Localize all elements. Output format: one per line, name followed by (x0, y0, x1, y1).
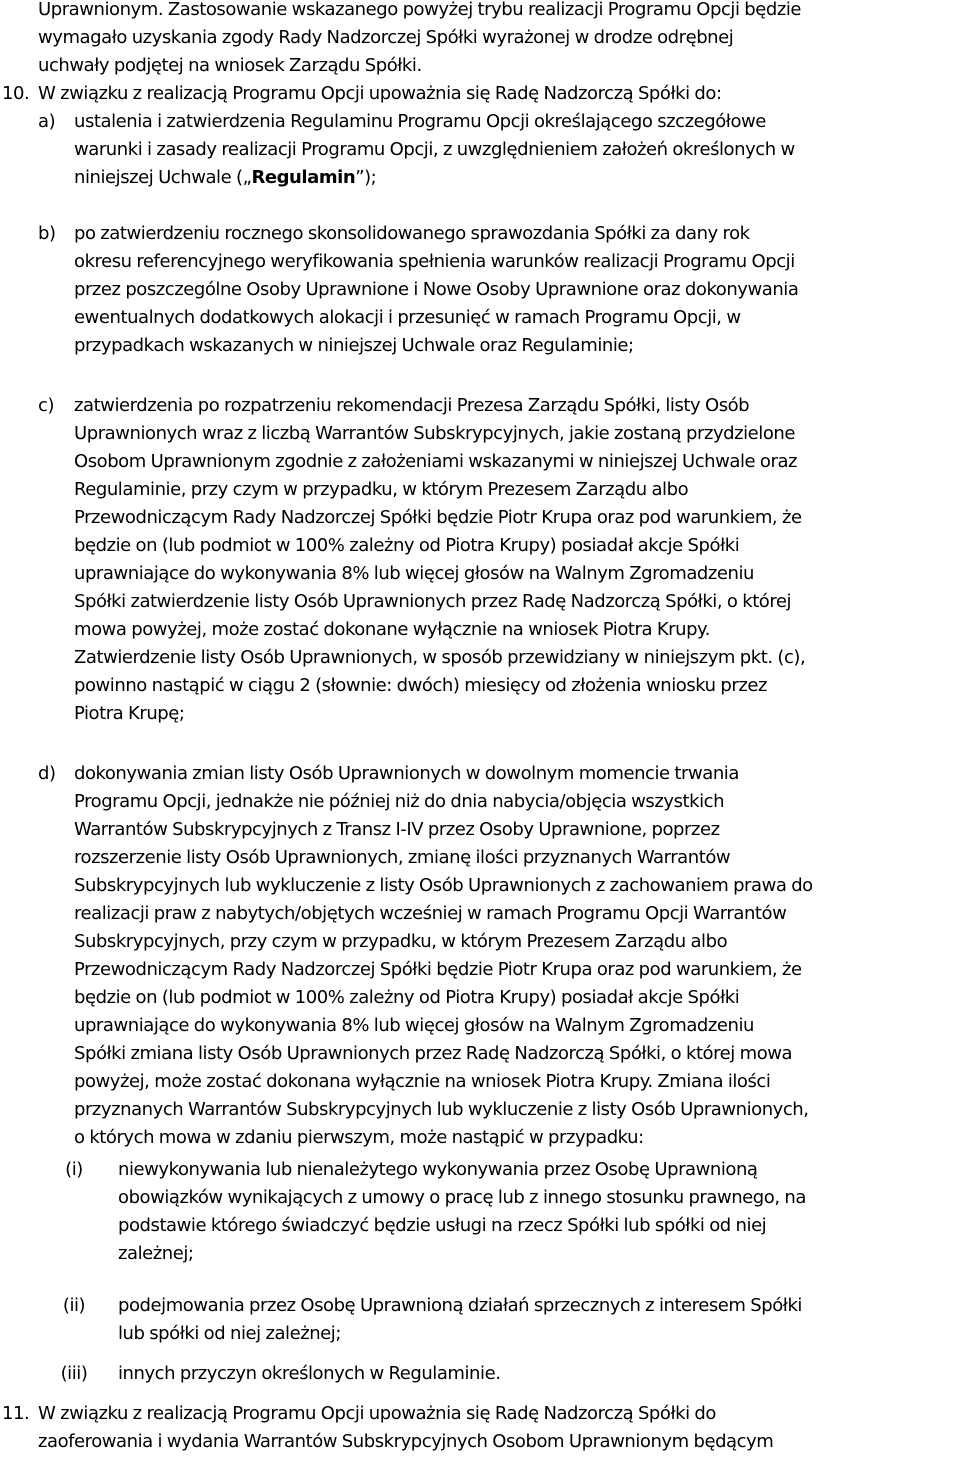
defined-term: Regulamin (251, 167, 356, 188)
list-line: dokonywania zmian listy Osób Uprawnionych w dowolnym momencie trwania (74, 763, 739, 784)
roman-marker: (ii) (62, 1295, 86, 1316)
list-line: Warrantów Subskrypcyjnych z Transz I-IV przez Osoby Uprawnione, poprzez (74, 819, 720, 840)
list-line: innych przyczyn określonych w Regulaminie. (118, 1363, 501, 1384)
text-fragment: ”); (355, 167, 377, 188)
list-line: Spółki zmiana listy Osób Uprawnionych przez Radę Nadzorczą Spółki, o której mowa (74, 1043, 793, 1064)
list-line: okresu referencyjnego weryfikowania spełnienia warunków realizacji Programu Opcji (74, 251, 795, 272)
roman-item-i-text (118, 1156, 958, 1268)
list-line: będzie on (lub podmiot w 100% zależny od Piotra Krupy) posiadał akcje Spółki (74, 535, 740, 556)
list-line: Regulaminie, przy czym w przypadku, w którym Prezesem Zarządu albo (74, 479, 689, 500)
list-line: po zatwierdzeniu rocznego skonsolidowanego sprawozdania Spółki za dany rok (74, 223, 750, 244)
list-line: podejmowania przez Osobę Uprawnioną działań sprzecznych z interesem Spółki (118, 1295, 802, 1316)
list-line: ustalenia i zatwierdzenia Regulaminu Programu Opcji określającego szczegółowe (74, 111, 766, 132)
list-marker: a) (38, 111, 56, 132)
list-line: uprawniające do wykonywania 8% lub więcej głosów na Walnym Zgromadzeniu (74, 563, 754, 584)
paragraph-line: W związku z realizacją Programu Opcji upoważnia się Radę Nadzorczą Spółki do: (38, 83, 722, 104)
list-line: realizacji praw z nabytych/objętych wcześniej w ramach Programu Opcji Warrantów (74, 903, 787, 924)
list-line: będzie on (lub podmiot w 100% zależny od Piotra Krupy) posiadał akcje Spółki (74, 987, 740, 1008)
list-line: Uprawnionych wraz z liczbą Warrantów Subskrypcyjnych, jakie zostaną przydzielone (74, 423, 796, 444)
list-item-b-text (74, 220, 956, 360)
list-line: lub spółki od niej zależnej; (118, 1323, 341, 1344)
text-fragment: niniejszej Uchwale („ (74, 167, 252, 188)
list-line: Subskrypcyjnych, przy czym w przypadku, w którym Prezesem Zarządu albo (74, 931, 728, 952)
paragraph-number: 10. (2, 83, 30, 104)
list-line: warunki i zasady realizacji Programu Opcji, z uwzględnieniem założeń określonych w (74, 139, 795, 160)
list-marker: b) (38, 223, 56, 244)
list-line: powyżej, może zostać dokonana wyłącznie na wniosek Piotra Krupy. Zmiana ilości (74, 1071, 771, 1092)
list-line: Piotra Krupę; (74, 703, 185, 724)
list-item-a-text (74, 108, 956, 192)
intro-line: wymagało uzyskania zgody Rady Nadzorczej Spółki wyrażonej w drodze odrębnej (38, 27, 734, 48)
roman-marker: (iii) (60, 1363, 88, 1384)
paragraph-number: 11. (2, 1403, 30, 1424)
intro-line: Uprawnionym. Zastosowanie wskazanego powyżej trybu realizacji Programu Opcji będzie (38, 0, 802, 20)
list-line: Subskrypcyjnych lub wykluczenie z listy Osób Uprawnionych z zachowaniem prawa do (74, 875, 813, 896)
list-line: przez poszczególne Osoby Uprawnione i Nowe Osoby Uprawnione oraz dokonywania (74, 279, 799, 300)
list-item-c-text (74, 392, 956, 728)
list-line: o których mowa w zdaniu pierwszym, może nastąpić w przypadku: (74, 1127, 644, 1148)
roman-marker: (i) (65, 1159, 83, 1180)
list-item-d-text (74, 760, 956, 1152)
list-line: Programu Opcji, jednakże nie później niż do dnia nabycia/objęcia wszystkich (74, 791, 725, 812)
list-line (74, 164, 956, 192)
list-line: uprawniające do wykonywania 8% lub więcej głosów na Walnym Zgromadzeniu (74, 1015, 754, 1036)
list-line: Zatwierdzenie listy Osób Uprawnionych, w sposób przewidziany w niniejszym pkt. (c), (74, 647, 806, 668)
list-line: zatwierdzenia po rozpatrzeniu rekomendacji Prezesa Zarządu Spółki, listy Osób (74, 395, 750, 416)
list-line: przypadkach wskazanych w niniejszej Uchwale oraz Regulaminie; (74, 335, 634, 356)
list-line: niewykonywania lub nienależytego wykonywania przez Osobę Uprawnioną (118, 1159, 758, 1180)
list-line: zależnej; (118, 1243, 194, 1264)
paragraph-line: zaoferowania i wydania Warrantów Subskrypcyjnych Osobom Uprawnionym będącym (38, 1431, 774, 1452)
list-line: powinno nastąpić w ciągu 2 (słownie: dwóch) miesięcy od złożenia wniosku przez (74, 675, 767, 696)
list-line: podstawie którego świadczyć będzie usługi na rzecz Spółki lub spółki od niej (118, 1215, 767, 1236)
list-marker: c) (38, 395, 55, 416)
paragraph-11-text (38, 1400, 956, 1456)
list-line: mowa powyżej, może zostać dokonane wyłącznie na wniosek Piotra Krupy. (74, 619, 710, 640)
list-marker: d) (38, 763, 56, 784)
paragraph-10-text (38, 80, 956, 108)
roman-item-ii-text (118, 1292, 958, 1348)
intro-line: uchwały podjętej na wniosek Zarządu Spółki. (38, 55, 422, 76)
list-line: ewentualnych dodatkowych alokacji i przesunięć w ramach Programu Opcji, w (74, 307, 741, 328)
list-line: Przewodniczącym Rady Nadzorczej Spółki będzie Piotr Krupa oraz pod warunkiem, że (74, 959, 802, 980)
intro-paragraph (38, 0, 958, 80)
list-line: rozszerzenie listy Osób Uprawnionych, zmianę ilości przyznanych Warrantów (74, 847, 731, 868)
list-line: Przewodniczącym Rady Nadzorczej Spółki będzie Piotr Krupa oraz pod warunkiem, że (74, 507, 802, 528)
list-line: Osobom Uprawnionym zgodnie z założeniami wskazanymi w niniejszej Uchwale oraz (74, 451, 798, 472)
paragraph-line: W związku z realizacją Programu Opcji upoważnia się Radę Nadzorczą Spółki do (38, 1403, 716, 1424)
roman-item-iii-text (118, 1360, 958, 1388)
list-line: Spółki zatwierdzenie listy Osób Uprawnionych przez Radę Nadzorczą Spółki, o której (74, 591, 792, 612)
list-line: obowiązków wynikających z umowy o pracę lub z innego stosunku prawnego, na (118, 1187, 806, 1208)
list-line: przyznanych Warrantów Subskrypcyjnych lub wykluczenie z listy Osób Uprawnionych, (74, 1099, 809, 1120)
